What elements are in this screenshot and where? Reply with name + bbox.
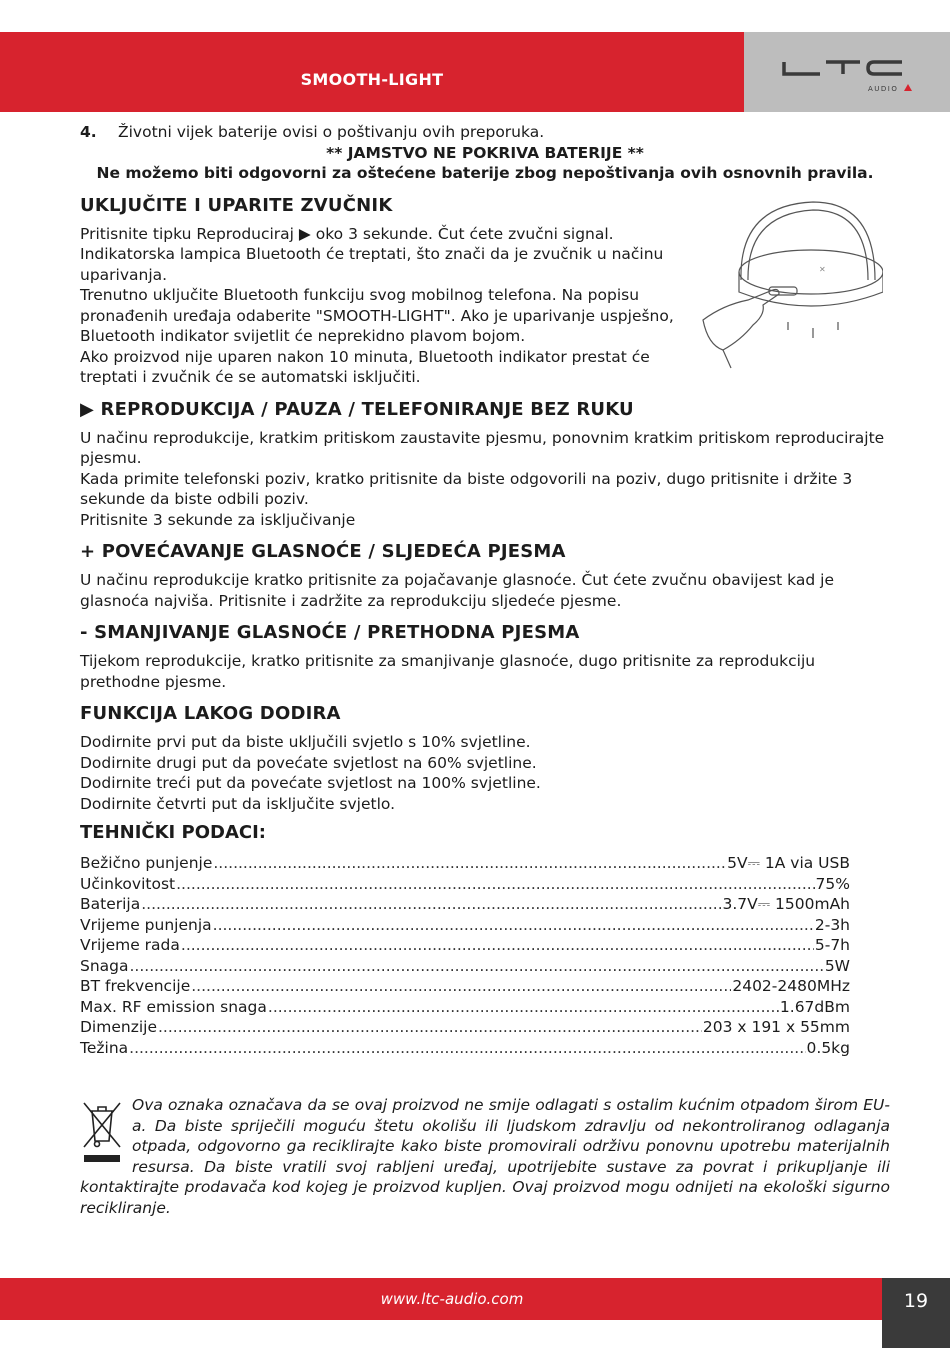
weee-notice [80,1095,890,1218]
crossed-bin-icon [80,1097,124,1167]
paragraph: Pritisnite 3 sekunde za isključivanje [80,510,356,529]
spec-value: 75% [815,874,850,893]
paragraph: Ako proizvod nije uparen nakon 10 minuta, Bluetooth indikator prestat će treptati i zvučnik će se automatski isključiti. [80,347,650,386]
page-title: SMOOTH-LIGHT [300,70,444,89]
svg-text:✕: ✕ [819,265,826,274]
spec-label: Vrijeme punjenja [80,915,212,934]
product-illustration [693,190,883,370]
paragraph: Trenutno uključite Bluetooth funkciju svog mobilnog telefona. Na popisu pronađenih uređaja odaberite "SMOOTH-LIGHT". Ako je uparivanje uspješno, Bluetooth indikator svijetlit će neprekidno plavom bojom. [80,286,674,345]
spec-row [80,976,850,997]
item-number: 4. [80,123,97,141]
item-text: Životni vijek baterije ovisi o poštivanju ovih preporuka. [118,123,545,141]
section-heading: UKLJUČITE I UPARITE ZVUČNIK [80,194,393,216]
spec-value: 1.67dBm [779,997,850,1016]
spec-value: 2402-2480MHz [732,977,850,995]
spec-value: 0.5kg [806,1038,850,1057]
spec-row [80,874,850,895]
section-heading: + POVEĆAVANJE GLASNOĆE / SLJEDEĆA PJESMA [80,541,566,562]
spec-label: Snaga [80,956,129,975]
paragraph: Pritisnite tipku Reproduciraj ▶ oko 3 sekunde. Čut ćete zvučni signal. Indikatorska lampica Bluetooth će treptati, što znači da je zvučnik u načinu uparivanja. [80,224,664,284]
section-heading: - SMANJIVANJE GLASNOĆE / PRETHODNA PJESMA [80,622,580,643]
liability-notice: Ne možemo biti odgovorni za oštećene baterije zbog nepoštivanja ovih osnovnih pravila. [96,164,874,182]
tech-specs [80,822,850,1058]
ltc-logo-icon [782,60,912,100]
section-heading: FUNKCIJA LAKOG DODIRA [80,703,341,724]
spec-label: Težina [80,1038,129,1057]
paragraph: Dodirnite prvi put da biste uključili svjetlo s 10% svjetline. [80,733,531,751]
spec-value: 5V⎓ 1A via USB [727,854,850,872]
spec-row [80,894,850,915]
spec-label: Vrijeme rada [80,936,180,954]
paragraph: Dodirnite drugi put da povećate svjetlost na 60% svjetline. [80,753,537,772]
specs-heading: TEHNIČKI PODACI: [80,822,266,843]
spec-row [80,1017,850,1038]
warranty-notice: ** JAMSTVO NE POKRIVA BATERIJE ** [326,143,644,162]
spec-label: Dimenzije [80,1018,157,1036]
list-item [80,122,890,143]
spec-value: 3.7V⎓ 1500mAh [722,895,850,913]
spec-row [80,853,850,874]
brand-logo [744,32,950,112]
spec-row [80,915,850,936]
page-number: 19 [882,1278,950,1348]
spec-value: 203 x 191 x 55mm [702,1018,850,1036]
spec-row [80,997,850,1018]
spec-value: 2-3h [814,915,850,934]
spec-label: Max. RF emission snaga [80,997,267,1016]
spec-row [80,935,850,956]
website-link[interactable]: www.ltc-audio.com [380,1290,524,1308]
spec-label: Baterija [80,895,141,913]
spec-label: BT frekvencije [80,977,191,995]
paragraph: Dodirnite četvrti put da isključite svjetlo. [80,794,396,813]
section-heading: ▶ REPRODUKCIJA / PAUZA / TELEFONIRANJE BEZ RUKU [80,398,634,420]
paragraph: U načinu reprodukcije kratko pritisnite za pojačavanje glasnoće. Čut ćete zvučnu obavijest kad je glasnoća najviša. Pritisnite i zadržite za reprodukciju sljedeće pjesme. [80,571,834,610]
paragraph: Kada primite telefonski poziv, kratko pritisnite da biste odgovorili na poziv, dugo pritisnite i držite 3 sekunde da biste odbili poziv. [80,469,853,508]
spec-value: 5-7h [814,936,850,954]
spec-row [80,1038,850,1059]
spec-label: Učinkovitost [80,874,176,893]
spec-label: Bežično punjenje [80,854,213,872]
spec-value: 5W [824,956,850,975]
weee-text: Ova oznaka označava da se ovaj proizvod ne smije odlagati s ostalim kućnim otpadom širom EU-a. Da biste spriječili moguću štetu okolišu ili ljudskom zdravlju od nekontroliranog odlaganja otpada, odgovorno ga reciklirajte kako biste promovirali održivu ponovnu upotrebu materijalnih resursa. Da biste vratili svoj rabljeni uređaj, upotrijebite sustave za povrat i prikupljanje ili kontaktirajte prodavača kod kojeg je proizvod kupljen. Ovaj proizvod mogu odnijeti na ekološki sigurno recikliranje. [80,1096,890,1217]
paragraph: Tijekom reprodukcije, kratko pritisnite za smanjivanje glasnoće, dugo pritisnite za reprodukciju prethodne pjesme. [80,652,816,691]
paragraph: Dodirnite treći put da povećate svjetlost na 100% svjetline. [80,774,541,792]
paragraph: U načinu reprodukcije, kratkim pritiskom zaustavite pjesmu, ponovnim kratkim pritiskom reproducirajte pjesmu. [80,428,885,467]
spec-row [80,956,850,977]
logo-text: AUDIO [868,85,899,93]
